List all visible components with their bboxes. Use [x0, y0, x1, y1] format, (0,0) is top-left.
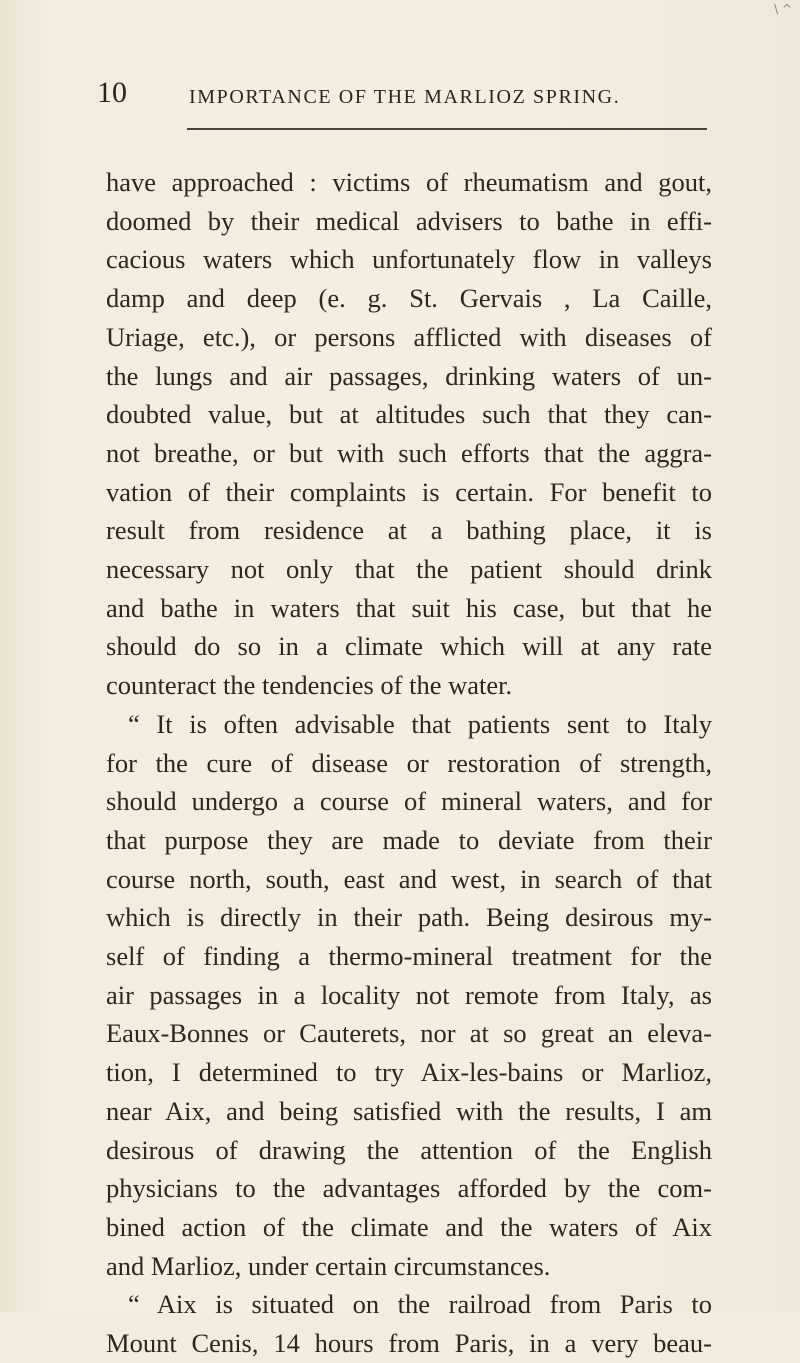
text-line: “ It is often advisable that patients sent to Italy: [128, 708, 712, 739]
text-line: result from residence at a bathing place, it is: [106, 515, 712, 546]
text-line: doubted value, but at altitudes such that they can-: [106, 399, 712, 430]
text-line: bined action of the climate and the waters of Aix: [106, 1211, 712, 1242]
text-line: which is directly in their path. Being desirous my-: [106, 902, 712, 933]
text-line: air passages in a locality not remote from Italy, as: [106, 979, 712, 1010]
text-line: not breathe, or but with such efforts that the aggra-: [106, 437, 712, 468]
text-line: vation of their complaints is certain. For benefit to: [106, 476, 712, 507]
text-line: should undergo a course of mineral waters, and for: [106, 786, 712, 817]
text-line: and Marlioz, under certain circumstances.: [106, 1250, 551, 1281]
text-line: damp and deep (e. g. St. Gervais , La Caille,: [106, 283, 712, 314]
header-rule: [187, 128, 707, 130]
text-line: course north, south, east and west, in search of that: [106, 863, 712, 894]
text-line: necessary not only that the patient should drink: [106, 554, 712, 585]
text-line: and bathe in waters that suit his case, but that he: [106, 592, 712, 623]
body-text: [106, 163, 712, 1363]
text-line: counteract the tendencies of the water.: [106, 670, 513, 701]
text-line: cacious waters which unfortunately flow in valleys: [106, 244, 712, 275]
running-head: IMPORTANCE OF THE MARLIOZ SPRING.: [189, 86, 621, 108]
text-line: “ Aix is situated on the railroad from Paris to: [128, 1289, 712, 1320]
corner-mark: \ ^: [774, 2, 792, 16]
text-line: the lungs and air passages, drinking waters of un-: [106, 360, 712, 391]
text-line: doomed by their medical advisers to bathe in effi-: [106, 205, 712, 236]
text-line: physicians to the advantages afforded by the com-: [106, 1173, 712, 1204]
text-line: should do so in a climate which will at any rate: [106, 631, 712, 662]
page-number: 10: [97, 76, 127, 109]
text-line: Mount Cenis, 14 hours from Paris, in a very beau-: [106, 1328, 712, 1359]
text-line: near Aix, and being satisfied with the results, I am: [106, 1095, 712, 1126]
text-line: Uriage, etc.), or persons afflicted with diseases of: [106, 321, 712, 352]
text-line: for the cure of disease or restoration of strength,: [106, 747, 712, 778]
text-line: desirous of drawing the attention of the English: [106, 1134, 712, 1165]
text-line: that purpose they are made to deviate from their: [106, 824, 712, 855]
text-line: tion, I determined to try Aix-les-bains or Marlioz,: [106, 1057, 712, 1088]
text-line: Eaux-Bonnes or Cauterets, nor at so great an eleva-: [106, 1018, 712, 1049]
text-line: have approached : victims of rheumatism and gout,: [106, 167, 712, 197]
text-line: self of finding a thermo-mineral treatment for the: [106, 941, 712, 972]
